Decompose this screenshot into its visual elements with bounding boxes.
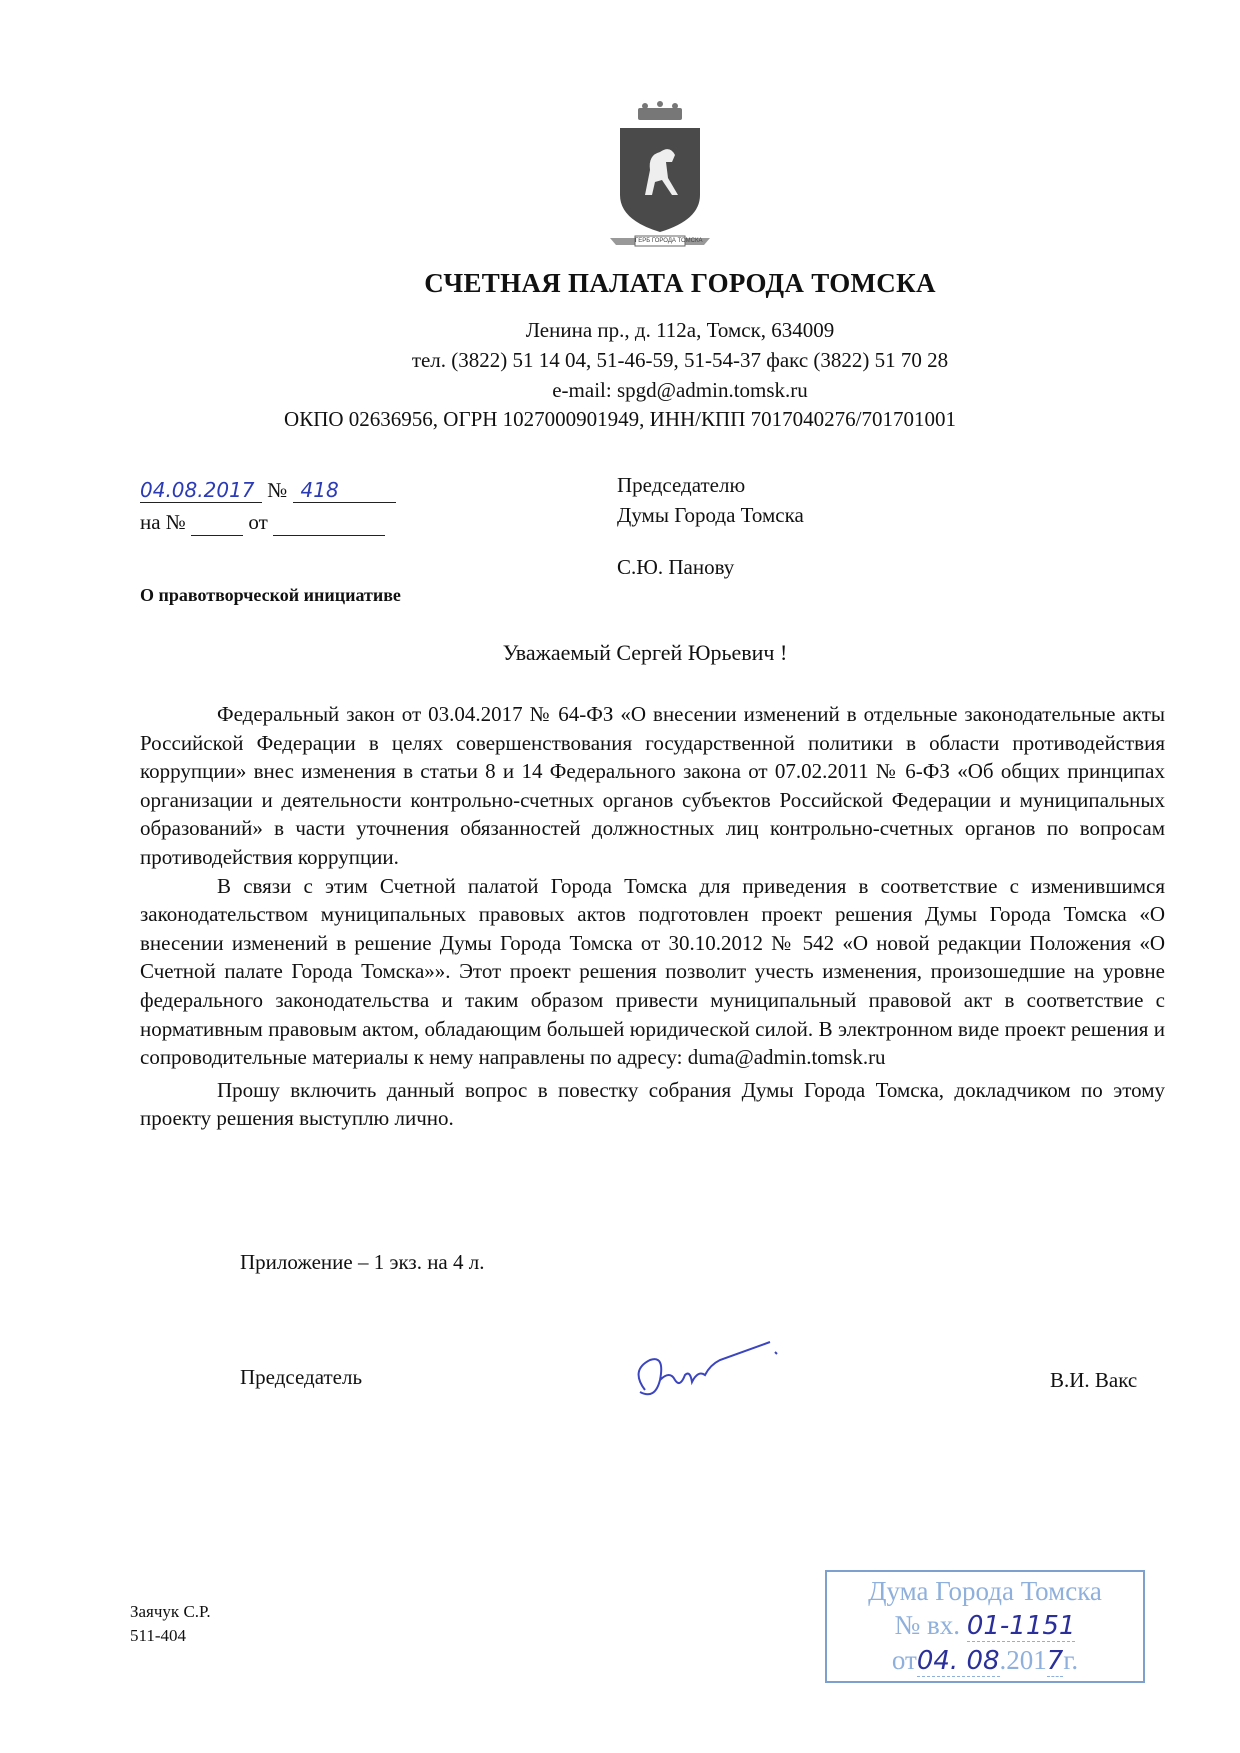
stamp-org: Дума Города Томска xyxy=(868,1576,1102,1606)
outgoing-date: 04.08.2017 xyxy=(140,478,262,503)
executor-phone: 511-404 xyxy=(130,1626,187,1645)
phones-line: тел. (3822) 51 14 04, 51-46-59, 51-54-37 факс (3822) 51 70 28 xyxy=(411,348,949,372)
subject: О правотворческой инициативе xyxy=(140,585,401,605)
signatory-position: Председатель xyxy=(240,1365,363,1389)
reply-line xyxy=(140,510,385,536)
crest-motto-ribbon: ГЕРБ ГОРОДА ТОМСКА xyxy=(635,238,703,244)
executor-info xyxy=(130,1600,211,1648)
body-paragraph: Федеральный закон от 03.04.2017 № 64-ФЗ «О внесении изменений в отдельные законодательные акты Российской Федерации в целях совершенствования государственной политики в области противодействия коррупции» внес изменения в статьи 8 и 14 Федерального закона от 07.02.2011 № 6-ФЗ «Об общих принципах организации и деятельности контрольно-счетных органов субъектов Российской Федерации и муниципальных образований» в части уточнения обязанностей должностных лиц контрольно-счетных органов по вопросам противодействия коррупции. xyxy=(140,702,1165,869)
reply-date-blank xyxy=(273,510,385,536)
stamp-date: 04. 08 xyxy=(916,1646,1000,1676)
stamp-year-prefix: .201 xyxy=(999,1645,1047,1675)
executor-name: Заячук С.Р. xyxy=(130,1602,211,1621)
addressee-body: Думы Города Томска xyxy=(617,503,804,527)
city-coat-of-arms-icon xyxy=(600,100,720,250)
letter-body xyxy=(140,700,1165,1133)
addressee-name: С.Ю. Панову xyxy=(617,555,735,579)
addressee-position: Председателю xyxy=(617,473,746,497)
registry-line: ОКПО 02636956, ОГРН 1027000901949, ИНН/КПП 7017040276/701701001 xyxy=(284,407,956,431)
stamp-year-end: г. xyxy=(1063,1645,1079,1675)
from-label: от xyxy=(248,510,268,534)
body-paragraph: Прошу включить данный вопрос в повестку собрания Думы Города Томска, докладчиком по этому проекту решения выступлю лично. xyxy=(140,1077,1165,1131)
incoming-registration-stamp xyxy=(825,1570,1145,1683)
salutation: Уважаемый Сергей Юрьевич ! xyxy=(502,640,788,665)
reply-label: на № xyxy=(140,510,186,534)
stamp-incoming-label: № вх. xyxy=(894,1610,961,1640)
attachment-note: Приложение – 1 экз. на 4 л. xyxy=(240,1250,485,1274)
email-line: e-mail: spgd@admin.tomsk.ru xyxy=(552,378,808,402)
number-label: № xyxy=(267,478,288,502)
handwritten-signature xyxy=(620,1330,790,1410)
organization-title: СЧЕТНАЯ ПАЛАТА ГОРОДА ТОМСКА xyxy=(424,268,936,298)
address-line: Ленина пр., д. 112а, Томск, 634009 xyxy=(525,318,835,342)
addressee-block xyxy=(617,470,804,582)
signatory-name: В.И. Вакс xyxy=(1050,1368,1138,1392)
reply-number-blank xyxy=(191,510,243,536)
outgoing-number: 418 xyxy=(293,478,396,503)
stamp-incoming-number: 01-1151 xyxy=(966,1611,1076,1641)
stamp-year-suffix: 7 xyxy=(1046,1646,1064,1676)
outgoing-number-line xyxy=(140,478,396,503)
stamp-date-label: от xyxy=(891,1645,917,1675)
body-paragraph: В связи с этим Счетной палатой Города Томска для приведения в соответствие с изменившимся законодательством муниципальных правовых актов подготовлен проект решения Думы Города Томска «О внесении изменений в решение Думы Города Томска от 30.10.2012 № 542 «О новой редакции Положения «О Счетной палате Города Томска»». Этот проект решения позволит учесть изменения, произошедшие на уровне федерального законодательства и таким образом привести муниципальный правовой акт в соответствие с нормативным правовым актом, обладающим большей юридической силой. В электронном виде проект решения и сопроводительные материалы к нему направлены по адресу: duma@admin.tomsk.ru xyxy=(140,873,1165,1070)
